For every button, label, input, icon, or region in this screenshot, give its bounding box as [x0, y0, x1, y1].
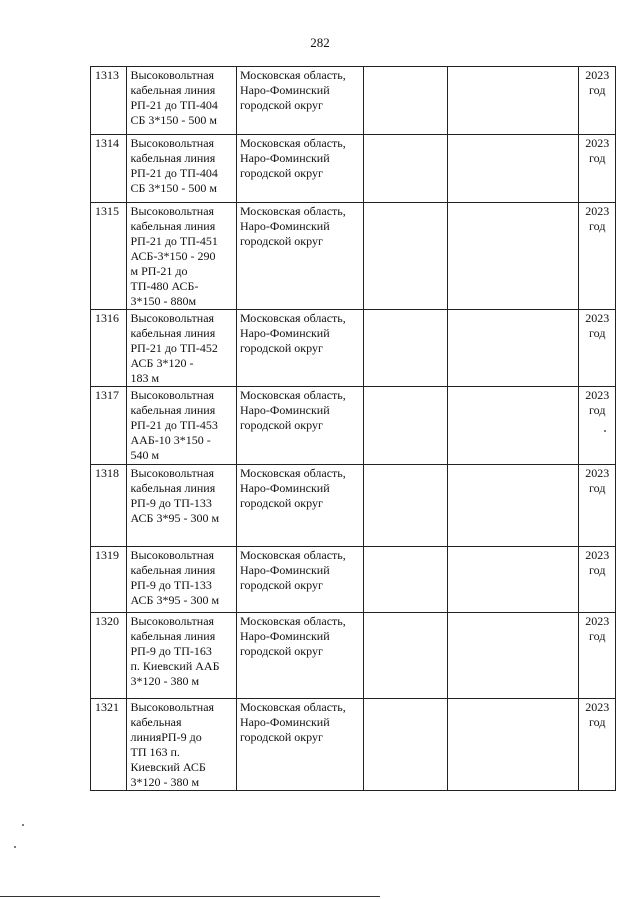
empty-cell: [447, 203, 579, 310]
location-line: городской округ: [239, 98, 323, 112]
empty-cell: [447, 387, 579, 465]
year-cell: [579, 465, 616, 547]
year-cell: [579, 387, 616, 465]
location-cell: [236, 310, 363, 387]
registry-table: [90, 66, 616, 791]
location-line: Наро-Фоминский: [239, 151, 330, 165]
object-name-line: линияРП-9 до: [130, 730, 202, 744]
year-cell: [579, 67, 616, 135]
location-cell: [236, 699, 363, 791]
object-name-line: Киевский АСБ: [130, 760, 206, 774]
empty-cell: [363, 203, 447, 310]
empty-cell: [363, 310, 447, 387]
location-line: Московская область,: [239, 68, 346, 82]
object-name-line: кабельная линия: [130, 326, 216, 340]
row-number-cell: [91, 613, 127, 699]
object-name-line: 540 м: [130, 448, 160, 462]
location-cell: [236, 387, 363, 465]
empty-cell: [447, 310, 579, 387]
object-name-cell: [127, 203, 236, 310]
location-cell: [236, 135, 363, 203]
row-number: 1320: [95, 614, 119, 628]
row-number: 1321: [95, 700, 119, 714]
row-number: 1317: [95, 388, 119, 402]
object-name-line: Высоковольтная: [130, 700, 215, 714]
object-name-line: Высоковольтная: [130, 204, 215, 218]
year-line: год: [589, 83, 606, 97]
object-name-cell: [127, 465, 236, 547]
location-line: Наро-Фоминский: [239, 715, 330, 729]
table-row: [91, 67, 616, 135]
row-number-cell: [91, 387, 127, 465]
table-row: [91, 310, 616, 387]
year-cell: [579, 613, 616, 699]
row-number: 1314: [95, 136, 119, 150]
table-row: [91, 465, 616, 547]
object-name-line: кабельная линия: [130, 403, 216, 417]
location-line: городской округ: [239, 418, 323, 432]
object-name-line: Высоковольтная: [130, 548, 215, 562]
row-number: 1313: [95, 68, 119, 82]
location-line: Московская область,: [239, 614, 346, 628]
row-number: 1316: [95, 311, 119, 325]
location-line: Московская область,: [239, 136, 346, 150]
year-line: год: [589, 219, 606, 233]
table-row: [91, 613, 616, 699]
empty-cell: [447, 613, 579, 699]
scan-edge-line: [0, 896, 380, 897]
location-line: городской округ: [239, 644, 323, 658]
row-number-cell: [91, 547, 127, 613]
object-name-line: ААБ-10 3*150 -: [130, 433, 211, 447]
object-name-line: Высоковольтная: [130, 68, 215, 82]
location-line: городской округ: [239, 578, 323, 592]
location-line: городской округ: [239, 730, 323, 744]
empty-cell: [447, 135, 579, 203]
location-line: Наро-Фоминский: [239, 326, 330, 340]
object-name-line: РП-21 до ТП-451: [130, 234, 218, 248]
year-line: год: [589, 481, 606, 495]
year-cell: [579, 203, 616, 310]
object-name-cell: [127, 547, 236, 613]
location-line: Московская область,: [239, 311, 346, 325]
location-cell: [236, 203, 363, 310]
object-name-line: РП-21 до ТП-453: [130, 418, 218, 432]
year-line: год: [589, 563, 606, 577]
object-name-line: Высоковольтная: [130, 466, 215, 480]
object-name-line: АСБ 3*95 - 300 м: [130, 593, 220, 607]
year-line: 2023: [585, 388, 610, 402]
object-name-line: СБ 3*150 - 500 м: [130, 181, 217, 195]
row-number-cell: [91, 135, 127, 203]
object-name-line: АСБ-3*150 - 290: [130, 249, 216, 263]
row-number: 1315: [95, 204, 119, 218]
location-line: городской округ: [239, 234, 323, 248]
row-number-cell: [91, 465, 127, 547]
page-number: 282: [310, 35, 330, 50]
object-name-line: кабельная линия: [130, 629, 216, 643]
row-number-cell: [91, 310, 127, 387]
object-name-line: кабельная линия: [130, 219, 216, 233]
location-cell: [236, 465, 363, 547]
year-line: 2023: [585, 136, 610, 150]
location-cell: [236, 67, 363, 135]
object-name-line: 3*150 - 880м: [130, 294, 197, 308]
empty-cell: [363, 465, 447, 547]
year-line: год: [589, 715, 606, 729]
year-cell: [579, 699, 616, 791]
location-line: городской округ: [239, 166, 323, 180]
object-name-line: 183 м: [130, 371, 160, 385]
object-name-line: 3*120 - 380 м: [130, 775, 200, 789]
object-name-line: ТП 163 п.: [130, 745, 180, 759]
row-number-cell: [91, 203, 127, 310]
object-name-cell: [127, 613, 236, 699]
object-name-line: РП-21 до ТП-452: [130, 341, 218, 355]
object-name-line: м РП-21 до: [130, 264, 188, 278]
empty-cell: [447, 699, 579, 791]
location-line: Московская область,: [239, 700, 346, 714]
location-line: Московская область,: [239, 204, 346, 218]
location-line: Московская область,: [239, 388, 346, 402]
location-line: Московская область,: [239, 466, 346, 480]
year-line: 2023: [585, 614, 610, 628]
location-line: городской округ: [239, 341, 323, 355]
object-name-cell: [127, 310, 236, 387]
row-number: 1318: [95, 466, 119, 480]
location-line: Наро-Фоминский: [239, 403, 330, 417]
year-line: 2023: [585, 700, 610, 714]
year-line: год: [589, 629, 606, 643]
table-row: [91, 699, 616, 791]
table-row: [91, 547, 616, 613]
year-cell: [579, 310, 616, 387]
object-name-line: п. Киевский ААБ: [130, 659, 220, 673]
object-name-line: кабельная: [130, 715, 182, 729]
object-name-cell: [127, 67, 236, 135]
empty-cell: [447, 547, 579, 613]
year-line: 2023: [585, 311, 610, 325]
location-line: Наро-Фоминский: [239, 481, 330, 495]
scan-speck: [22, 824, 24, 826]
object-name-line: кабельная линия: [130, 83, 216, 97]
registry-table-body: [91, 67, 616, 791]
empty-cell: [363, 547, 447, 613]
location-line: Наро-Фоминский: [239, 219, 330, 233]
empty-cell: [363, 67, 447, 135]
row-number-cell: [91, 699, 127, 791]
scan-speck: [14, 846, 16, 848]
year-line: год: [589, 151, 606, 165]
empty-cell: [363, 387, 447, 465]
object-name-cell: [127, 135, 236, 203]
object-name-line: Высоковольтная: [130, 136, 215, 150]
year-line: 2023: [585, 68, 610, 82]
object-name-line: ТП-480 АСБ-: [130, 279, 199, 293]
year-line: 2023: [585, 204, 610, 218]
table-row: [91, 387, 616, 465]
object-name-line: АСБ 3*120 -: [130, 356, 194, 370]
object-name-line: кабельная линия: [130, 481, 216, 495]
year-line: год: [589, 403, 606, 417]
table-row: [91, 203, 616, 310]
table-row: [91, 135, 616, 203]
object-name-line: Высоковольтная: [130, 614, 215, 628]
object-name-line: 3*120 - 380 м: [130, 674, 200, 688]
object-name-line: СБ 3*150 - 500 м: [130, 113, 217, 127]
empty-cell: [363, 135, 447, 203]
row-number-cell: [91, 67, 127, 135]
year-cell: [579, 135, 616, 203]
year-line: 2023: [585, 466, 610, 480]
object-name-line: кабельная линия: [130, 151, 216, 165]
object-name-cell: [127, 387, 236, 465]
object-name-line: Высоковольтная: [130, 311, 215, 325]
location-cell: [236, 613, 363, 699]
location-line: Наро-Фоминский: [239, 83, 330, 97]
object-name-line: РП-9 до ТП-133: [130, 578, 212, 592]
empty-cell: [363, 699, 447, 791]
object-name-line: РП-9 до ТП-163: [130, 644, 212, 658]
location-line: Наро-Фоминский: [239, 629, 330, 643]
object-name-line: РП-21 до ТП-404: [130, 98, 218, 112]
object-name-cell: [127, 699, 236, 791]
year-cell: [579, 547, 616, 613]
row-number: 1319: [95, 548, 119, 562]
year-line: год: [589, 326, 606, 340]
location-cell: [236, 547, 363, 613]
empty-cell: [447, 67, 579, 135]
scan-speck: [604, 430, 606, 432]
object-name-line: АСБ 3*95 - 300 м: [130, 511, 220, 525]
location-line: Московская область,: [239, 548, 346, 562]
empty-cell: [447, 465, 579, 547]
location-line: городской округ: [239, 496, 323, 510]
year-line: 2023: [585, 548, 610, 562]
location-line: Наро-Фоминский: [239, 563, 330, 577]
object-name-line: кабельная линия: [130, 563, 216, 577]
object-name-line: РП-9 до ТП-133: [130, 496, 212, 510]
object-name-line: РП-21 до ТП-404: [130, 166, 218, 180]
empty-cell: [363, 613, 447, 699]
object-name-line: Высоковольтная: [130, 388, 215, 402]
